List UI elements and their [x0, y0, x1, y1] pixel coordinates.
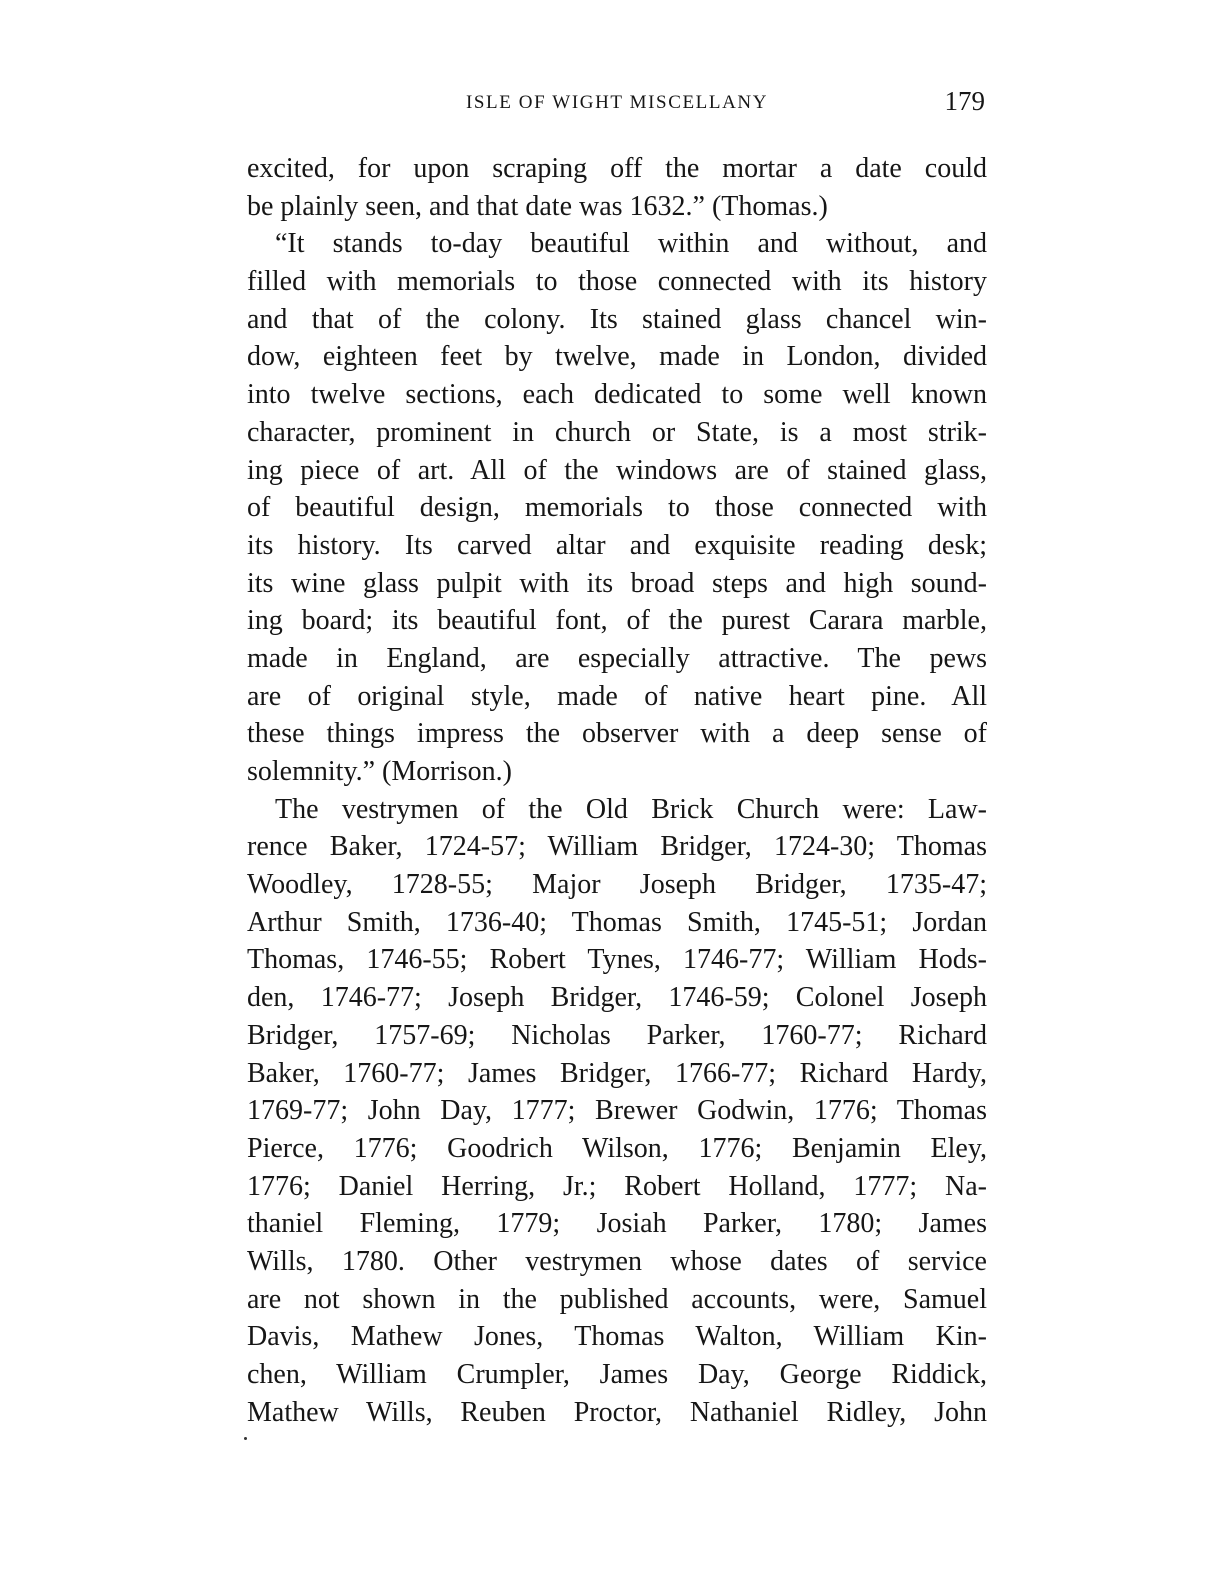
text-line: are of original style, made of native heart pine. All [247, 680, 987, 712]
text-line: rence Baker, 1724-57; William Bridger, 1724-30; Thomas [247, 831, 987, 863]
body-text [247, 150, 987, 1431]
running-title: ISLE OF WIGHT MISCELLANY [465, 92, 769, 113]
text-line: be plainly seen, and that date was 1632.” (Thomas.) [247, 190, 828, 222]
text-line: Bridger, 1757-69; Nicholas Parker, 1760-77; Richard [247, 1019, 987, 1051]
text-line: and that of the colony. Its stained glass chancel win- [247, 303, 987, 335]
text-line: 1769-77; John Day, 1777; Brewer Godwin, 1776; Thomas [247, 1095, 987, 1127]
text-line: The vestrymen of the Old Brick Church were: Law- [275, 793, 987, 825]
text-line: into twelve sections, each dedicated to some well known [247, 379, 987, 411]
text-line: Mathew Wills, Reuben Proctor, Nathaniel Ridley, John [247, 1396, 987, 1428]
text-line: Pierce, 1776; Goodrich Wilson, 1776; Benjamin Eley, [247, 1132, 987, 1164]
text-line: made in England, are especially attractive. The pews [247, 642, 987, 674]
text-line: Davis, Mathew Jones, Thomas Walton, William Kin- [247, 1321, 987, 1353]
text-line: character, prominent in church or State, is a most strik- [247, 416, 987, 448]
text-line: are not shown in the published accounts, were, Samuel [247, 1283, 987, 1315]
text-line: solemnity.” (Morrison.) [247, 756, 512, 787]
text-line: Baker, 1760-77; James Bridger, 1766-77; Richard Hardy, [247, 1057, 987, 1089]
text-line: Thomas, 1746-55; Robert Tynes, 1746-77; William Hods- [247, 944, 987, 976]
text-line: Arthur Smith, 1736-40; Thomas Smith, 1745-51; Jordan [247, 906, 987, 938]
text-line: 1776; Daniel Herring, Jr.; Robert Holland, 1777; Na- [247, 1170, 987, 1202]
text-line: filled with memorials to those connected with its history [247, 266, 987, 298]
text-line: Wills, 1780. Other vestrymen whose dates of service [247, 1245, 987, 1277]
margin-speck [244, 1437, 247, 1440]
text-line: ing board; its beautiful font, of the purest Carara marble, [247, 605, 987, 637]
text-line: excited, for upon scraping off the mortar a date could [247, 153, 987, 184]
text-line: ing piece of art. All of the windows are of stained glass, [247, 454, 987, 486]
running-head [247, 86, 987, 120]
text-line: of beautiful design, memorials to those connected with [247, 492, 987, 524]
text-line: these things impress the observer with a deep sense of [247, 718, 987, 750]
page-number: 179 [944, 86, 985, 116]
text-line: thaniel Fleming, 1779; Josiah Parker, 1780; James [247, 1208, 987, 1240]
text-line: chen, William Crumpler, James Day, George Riddick, [247, 1359, 987, 1390]
text-line: its wine glass pulpit with its broad steps and high sound- [247, 567, 987, 599]
text-line: “It stands to-day beautiful within and without, and [275, 228, 987, 260]
text-line: Woodley, 1728-55; Major Joseph Bridger, 1735-47; [247, 869, 987, 901]
text-line: den, 1746-77; Joseph Bridger, 1746-59; Colonel Joseph [247, 982, 987, 1014]
text-line: dow, eighteen feet by twelve, made in London, divided [247, 341, 987, 373]
text-line: its history. Its carved altar and exquisite reading desk; [247, 529, 987, 561]
